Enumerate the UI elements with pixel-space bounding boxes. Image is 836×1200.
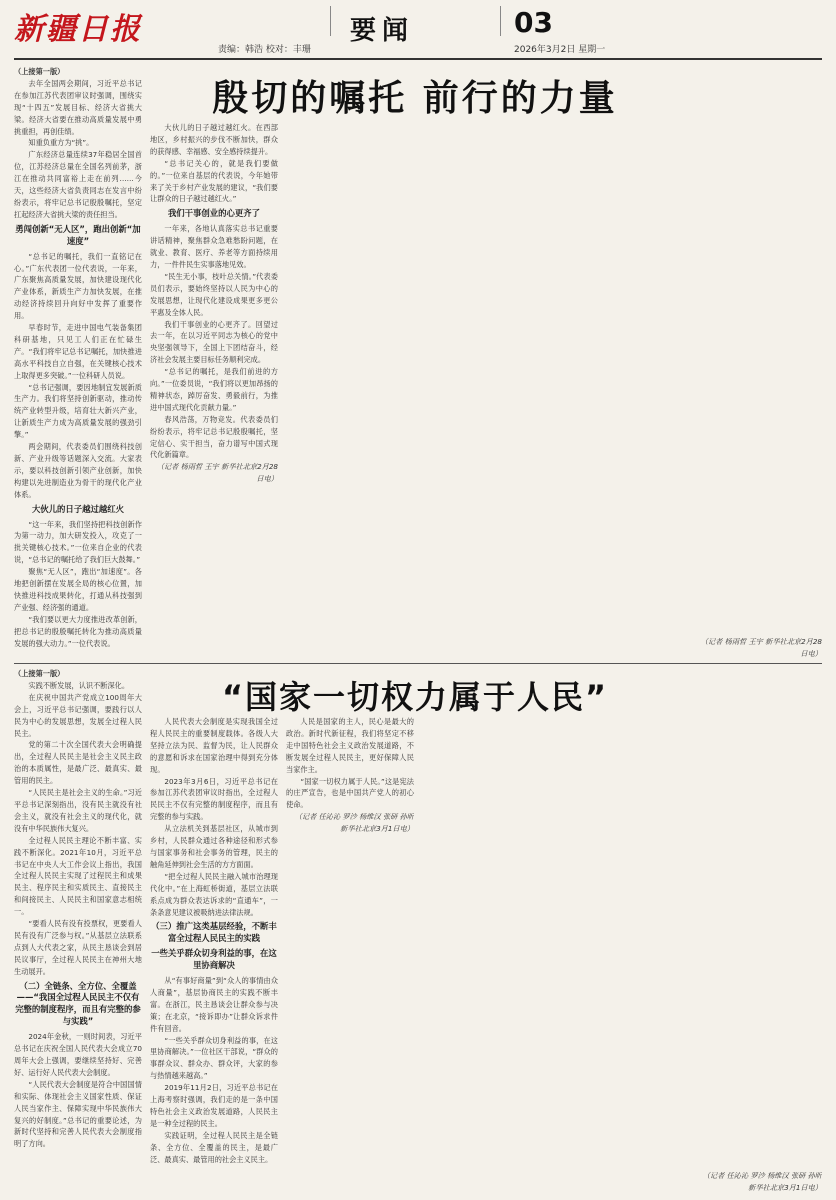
subheading: （三）推广这类基层经验，不断丰富全过程人民民主的实践 [151, 921, 277, 944]
byline: （记者 任沁沁 罗沙 杨维汉 张研 孙昕 新华社北京3月1日电） [694, 1170, 822, 1194]
paragraph: “人民民主是社会主义的生命。”习近平总书记深刻指出，没有民主就没有社会主义，就没有社会主义的现代化，就没有中华民族伟大复兴。 [14, 788, 142, 833]
article1-column [694, 66, 822, 660]
article1-column [286, 122, 414, 660]
article-divider [14, 663, 822, 664]
paragraph: “把全过程人民民主融入城市治理现代化中。”在上海虹桥街道，基层立法联系点成为群众表达诉求的“直通车”，一条条意见建议被吸纳进法律法规。 [150, 871, 278, 917]
subheading: 我们干事创业的心更齐了 [167, 208, 261, 219]
paragraph: 知重负重方为“挑”。 [28, 138, 94, 148]
subheading: 一些关乎群众切身利益的事，在这里协商解决 [151, 948, 277, 971]
paragraph: 实践证明，全过程人民民主是全链条、全方位、全覆盖的民主，是最广泛、最真实、最管用的社会主义民主。 [150, 1130, 278, 1164]
paragraph: “总书记强调，要因地制宜发展新质生产力。我们将坚持创新驱动，推动传统产业转型升级，培育壮大新兴产业，让新质生产力成为高质量发展的强劲引擎。” [14, 382, 142, 440]
paragraph: 人民是国家的主人，民心是最大的政治。新时代新征程，我们将坚定不移走中国特色社会主义政治发展道路，不断发展全过程人民民主，更好保障人民当家作主。 [286, 717, 414, 774]
subheading: （二）全链条、全方位、全覆盖——“我国全过程人民民主不仅有完整的制度程序，而且有完整的参与实践” [15, 980, 141, 1027]
article2-column [694, 668, 822, 1194]
section-title: 要闻 [350, 16, 415, 46]
paragraph: 实践不断发展，认识不断深化。 [28, 680, 130, 690]
subheading: 勇闯创新“无人区”，跑出创新“加速度” [15, 223, 141, 246]
paragraph: “国家一切权力属于人民。”这是宪法的庄严宣告，也是中国共产党人的初心使命。 [286, 776, 414, 810]
paragraph: 早春时节，走进中国电气装备集团科研基地，只见工人们正在忙碌生产。“我们将牢记总书记嘱托，加快推进高水平科技自立自强，在关键核心技术上取得更多突破。”一位科研人员说。 [14, 323, 142, 380]
paragraph: 党的第二十次全国代表大会明确提出，全过程人民民主是社会主义民主政治的本质属性，是最广泛、最真实、最管用的民主。 [14, 740, 142, 786]
paragraph: “人民代表大会制度是符合中国国情和实际、体现社会主义国家性质、保证人民当家作主、保障实现中华民族伟大复兴的好制度。”总书记的重要论述，为新时代坚持和完善人民代表大会制度指明了方向。 [14, 1079, 142, 1149]
paragraph: “我们要以更大力度推进改革创新，把总书记的殷殷嘱托转化为推动高质量发展的强大动力。”一位代表说。 [14, 614, 142, 648]
paragraph: 去年全国两会期间，习近平总书记在参加江苏代表团审议时强调，围绕实现“十四五”发展目标、经济大省挑大梁。经济大省要在推动高质量发展中勇挑重担，再创佳绩。 [14, 78, 142, 136]
paragraph: （上接第一版） [14, 669, 65, 678]
byline: （记者 任沁沁 罗沙 杨维汉 张研 孙昕 新华社北京3月1日电） [294, 812, 414, 834]
article2-column [14, 668, 142, 1194]
paragraph: 2024年金秋，一则时间表，习近平总书记在庆祝全国人民代表大会成立70周年大会上强调，要继续坚持好、完善好、运行好人民代表大会制度。 [14, 1032, 142, 1077]
page-number: 03 [514, 6, 553, 39]
masthead [0, 0, 836, 62]
byline: （记者 杨雨哲 王宇 新华社北京2月28日电） [694, 636, 822, 660]
paragraph: 2019年11月2日，习近平总书记在上海考察时强调，我们走的是一条中国特色社会主义政治发展道路，人民民主是一种全过程的民主。 [150, 1083, 278, 1128]
paragraph: 我们干事创业的心更齐了。回望过去一年，在以习近平同志为核心的党中央坚强领导下，全国上下团结奋斗，经济社会发展主要目标任务顺利完成。 [150, 319, 278, 365]
paragraph: “总书记的嘱托，是我们前进的方向。”一位委员说，“我们将以更加昂扬的精神状态，踔厉奋发、勇毅前行，为推进中国式现代化贡献力量。” [150, 367, 278, 412]
paragraph: “一些关乎群众切身利益的事，在这里协商解决。”一位社区干部说，“群众的事群众议、群众办、群众评，大家的参与热情越来越高。” [150, 1035, 278, 1081]
paragraph: 2023年3月6日，习近平总书记在参加江苏代表团审议时指出，全过程人民民主不仅有完整的制度程序，而且有完整的参与实践。 [150, 776, 278, 822]
paragraph: 两会期间，代表委员们围绕科技创新、产业升级等话题深入交流。大家表示，要以科技创新引领产业创新，加快构建以先进制造业为骨干的现代化产业体系。 [14, 442, 142, 499]
article1-headline: 殷切的嘱托 前行的力量 [212, 78, 618, 119]
article2-column [422, 716, 550, 1194]
editors-line: 责编：韩浩 校对：丰珊 [218, 45, 311, 55]
subheading: 大伙儿的日子越过越红火 [31, 503, 125, 514]
masthead-rule [14, 58, 822, 60]
article2-column [286, 716, 414, 1194]
paragraph: 从立法机关到基层社区，从城市到乡村，人民群众通过各种途径和形式参与国家事务和社会事务的管理，民主的触角延伸到社会生活的方方面面。 [150, 824, 278, 869]
paragraph: 一年来，各地认真落实总书记重要讲话精神，聚焦群众急难愁盼问题，在就业、教育、医疗、养老等方面持续用力，一件件民生实事落地见效。 [150, 224, 278, 269]
byline: （记者 杨雨哲 王宇 新华社北京2月28日电） [156, 462, 278, 484]
paragraph: “总书记关心的，就是我们要做的。”一位来自基层的代表说，今年她带来了关于乡村产业发展的建议，“我们要让群众的日子越过越红火。” [150, 158, 278, 204]
article1-column [558, 122, 686, 660]
article2-headline: “国家一切权力属于人民” [221, 678, 609, 716]
paragraph: 人民代表大会制度是实现我国全过程人民民主的重要制度载体。各级人大坚持立法为民、监督为民，让人民群众的意愿和诉求在国家治理中得到充分体现。 [150, 717, 278, 774]
paragraph: 大伙儿的日子越过越红火。在西部地区，乡村振兴的步伐不断加快，群众的获得感、幸福感、安全感持续提升。 [150, 123, 278, 156]
paragraph: “这一年来，我们坚持把科技创新作为第一动力，加大研发投入，攻克了一批关键核心技术。”一位来自企业的代表说，“总书记的嘱托给了我们巨大鼓舞。” [14, 519, 142, 565]
article2-column [150, 716, 278, 1194]
article1-column [422, 122, 550, 660]
paragraph: 全过程人民民主理论不断丰富、实践不断深化。2021年10月，习近平总书记在中央人大工作会议上指出，我国全过程人民民主实现了过程民主和成果民主、程序民主和实质民主、直接民主和间接民主、人民民主和国家意志相统一。 [14, 835, 142, 917]
paragraph: “总书记的嘱托，我们一直铭记在心。”广东代表团一位代表说，一年来，广东聚焦高质量发展，加快建设现代化产业体系，新质生产力加快发展，在推动经济持续回升向好中发挥了重要作用。 [14, 251, 142, 321]
date-line: 2026年3月2日 星期一 [514, 45, 606, 55]
divider [330, 6, 331, 36]
paragraph: “要看人民有没有投票权，更要看人民有没有广泛参与权。”从基层立法联系点到人大代表之家，从民主恳谈会到居民议事厅，全过程人民民主在神州大地生动展开。 [14, 919, 142, 976]
paragraph: 聚焦“无人区”，跑出“加速度”。各地把创新摆在发展全局的核心位置，加快推进科技成果转化，打通从科技强到产业强、经济强的通道。 [14, 567, 142, 612]
article2-column [558, 716, 686, 1194]
paragraph: 从“有事好商量”到“众人的事情由众人商量”，基层协商民主的实践不断丰富。在浙江，民主恳谈会让群众参与决策；在北京，“接诉即办”让群众诉求件件有回音。 [150, 976, 278, 1033]
paragraph: 广东经济总量连续37年稳居全国首位，江苏经济总量在全国名列前茅，浙江在推动共同富裕上走在前列……今天，这些经济大省负责同志在发言中纷纷表示，将牢记总书记殷殷嘱托，坚定扛起经济大省挑大梁的责任担当。 [14, 150, 142, 219]
newspaper-logo: 新疆日报 [14, 12, 142, 47]
paragraph: 在庆祝中国共产党成立100周年大会上，习近平总书记强调，要践行以人民为中心的发展思想，发展全过程人民民主。 [14, 692, 142, 738]
paragraph: “民生无小事，枝叶总关情。”代表委员们表示，要始终坚持以人民为中心的发展思想，让现代化建设成果更多更公平惠及全体人民。 [150, 271, 278, 317]
paragraph: （上接第一版） [14, 67, 65, 76]
paragraph: 春风浩荡，万物竞发。代表委员们纷纷表示，将牢记总书记殷殷嘱托，坚定信心、实干担当，奋力谱写中国式现代化新篇章。 [150, 414, 278, 460]
article1-column [14, 66, 142, 660]
article1-column [150, 122, 278, 660]
divider [500, 6, 501, 36]
